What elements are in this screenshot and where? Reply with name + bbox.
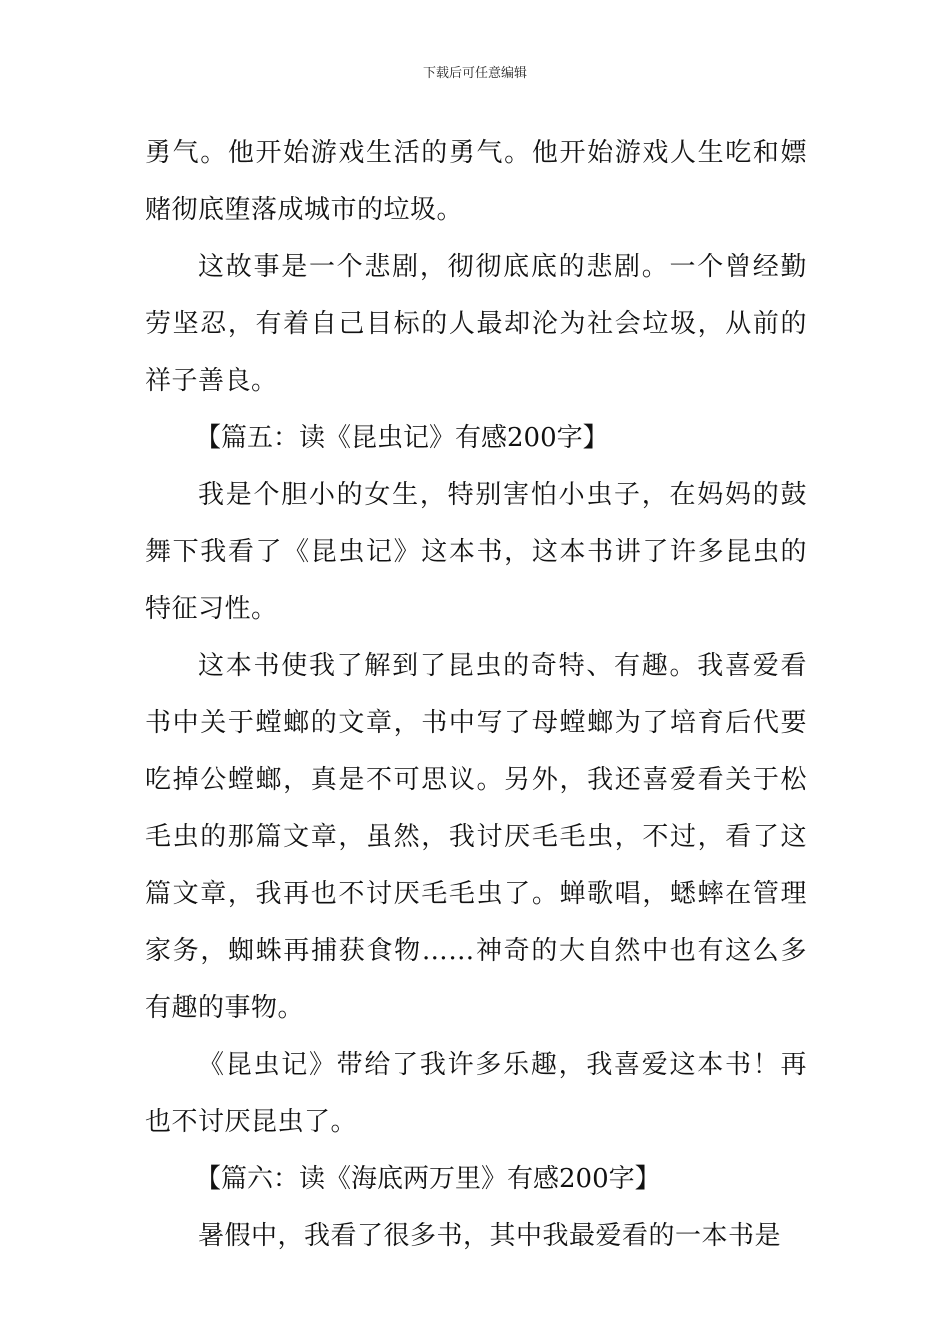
section-heading-6: 【篇六：读《海底两万里》有感200字】 [195, 1164, 661, 1194]
paragraph-2: 这故事是一个悲剧，彻彻底底的悲剧。一个曾经勤劳坚忍，有着自己目标的人最却沦为社会垃圾，从前的祥子善良。 [145, 252, 807, 396]
page-header: 下载后可任意编辑 [422, 66, 527, 81]
section-heading-5: 【篇五：读《昆虫记》有感200字】 [195, 423, 609, 453]
paragraph-1: 勇气。他开始游戏生活的勇气。他开始游戏人生吃和嫖赌彻底堕落成城市的垃圾。 [145, 138, 807, 225]
paragraph-4: 这本书使我了解到了昆虫的奇特、有趣。我喜爱看书中关于螳螂的文章，书中写了母螳螂为了培育后代要吃掉公螳螂，真是不可思议。另外，我还喜爱看关于松毛虫的那篇文章，虽然，我讨厌毛毛虫，不过，看了这篇文章，我再也不讨厌毛毛虫了。蝉歌唱，蟋蟀在管理家务，蜘蛛再捕获食物……神奇的大自然中也有这么多有趣的事物。 [145, 651, 807, 1023]
paragraph-6: 暑假中，我看了很多书，其中我最爱看的一本书是 [198, 1221, 782, 1251]
paragraph-5: 《昆虫记》带给了我许多乐趣，我喜爱这本书！再也不讨厌昆虫了。 [145, 1050, 807, 1137]
document-body [145, 125, 807, 1265]
paragraph-3: 我是个胆小的女生，特别害怕小虫子，在妈妈的鼓舞下我看了《昆虫记》这本书，这本书讲了许多昆虫的特征习性。 [145, 480, 807, 624]
